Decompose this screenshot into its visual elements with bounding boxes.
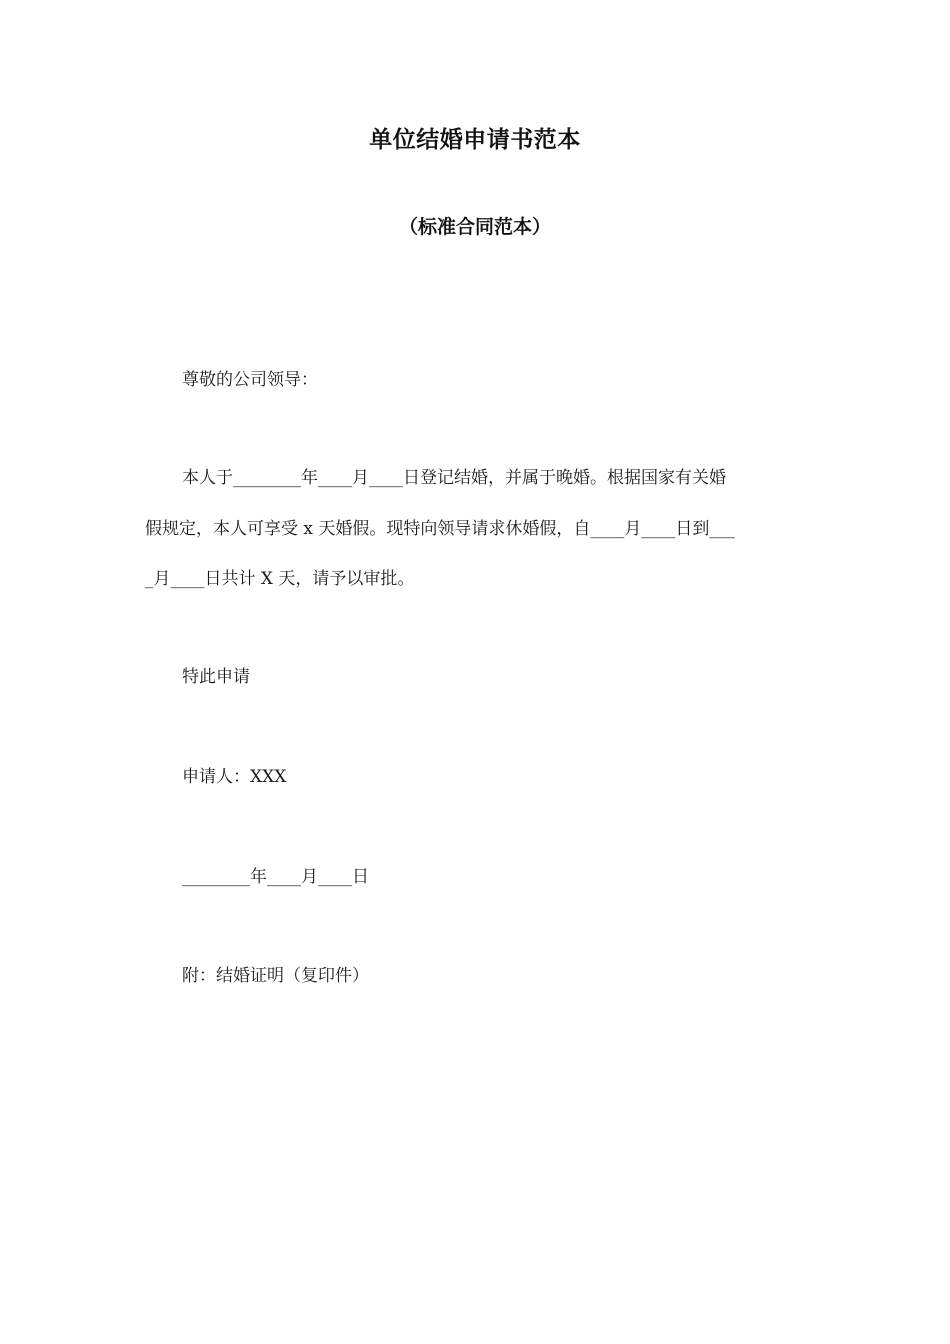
closing: 特此申请 [182, 667, 250, 687]
salutation: 尊敬的公司领导： [182, 370, 318, 390]
attachment-note: 附：结婚证明（复印件） [182, 966, 369, 986]
applicant: 申请人：XXX [182, 767, 287, 787]
body-line-2: 假规定，本人可享受 x 天婚假。现特向领导请求休婚假，自____月____日到___ [145, 519, 735, 539]
body-line-1: 本人于________年____月____日登记结婚，并属于晚婚。根据国家有关婚 [182, 468, 726, 488]
date-line: ________年____月____日 [182, 867, 369, 887]
body-line-3: _月____日共计 X 天，请予以审批。 [145, 569, 415, 589]
document-subtitle: （标准合同范本） [398, 216, 551, 238]
document-title: 单位结婚申请书范本 [369, 127, 581, 153]
